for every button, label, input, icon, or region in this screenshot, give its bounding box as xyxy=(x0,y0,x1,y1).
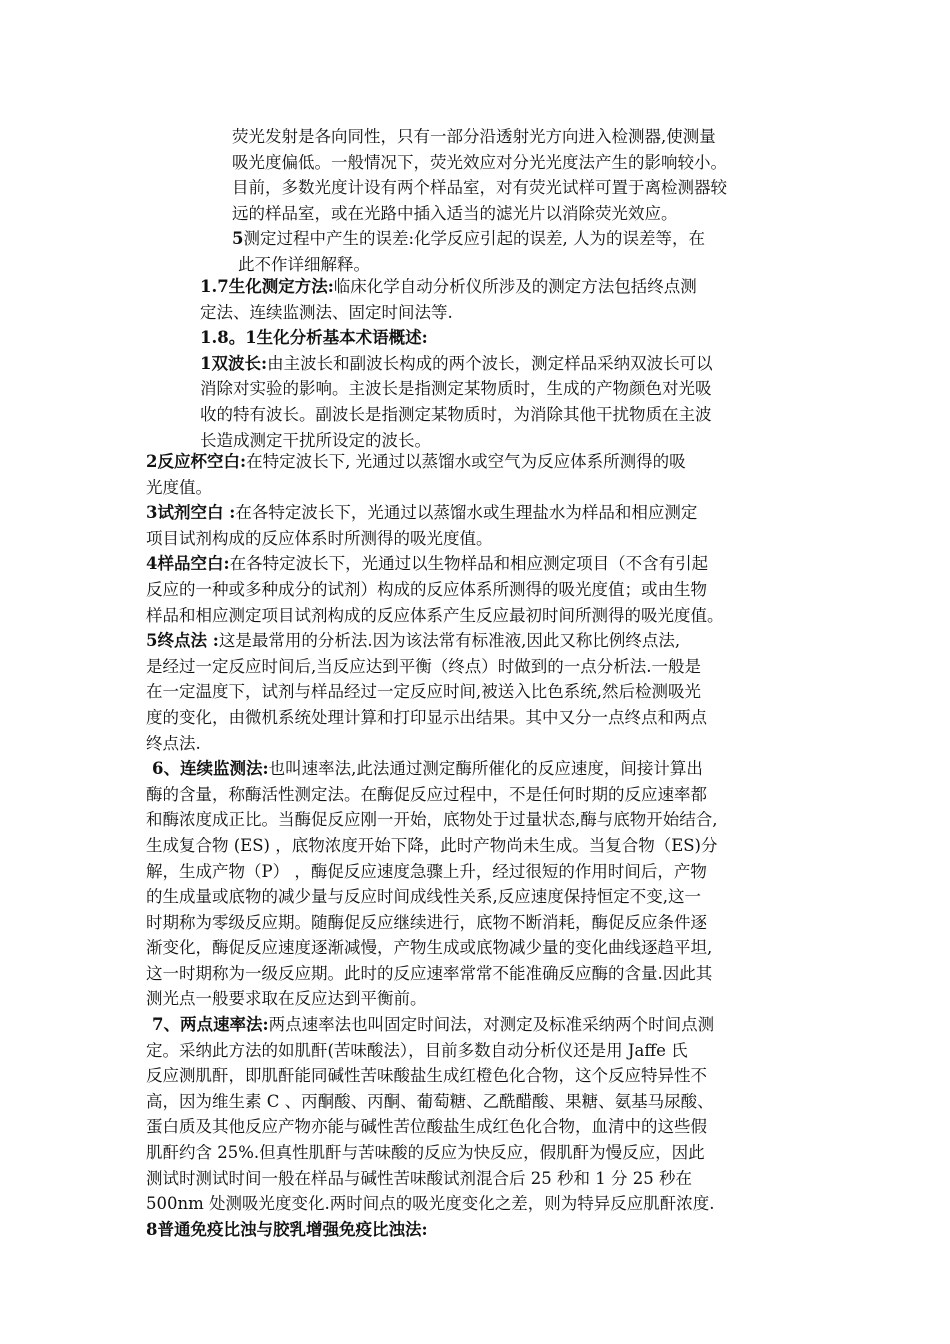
text-line: 度的变化，由微机系统处理计算和打印显示出结果。其中又分一点终点和两点 xyxy=(146,707,707,727)
term-continuous-monitoring xyxy=(146,756,826,782)
term-reagent-blank xyxy=(146,500,826,526)
text-line: 测试时测试时间一般在样品与碱性苦味酸试剂混合后 25 秒和 1 分 25 秒在 xyxy=(146,1168,692,1188)
term-endpoint-method xyxy=(146,628,826,654)
term-cuvette-blank xyxy=(146,449,826,475)
section-text: 临床化学自动分析仪所涉及的测定方法包括终点测 xyxy=(333,277,697,296)
section-1-7 xyxy=(200,274,820,300)
text-line: 荧光发射是各向同性，只有一部分沿透射光方向进入检测器,使测量 xyxy=(232,127,716,146)
text-line: 高，因为维生素 C 、丙酮酸、丙酮、葡萄糖、乙酰醋酸、果糖、氨基马尿酸、 xyxy=(146,1091,714,1111)
text-line: 500nm 处测吸光度变化.两时间点的吸光度变化之差，则为特异反应肌酐浓度. xyxy=(146,1194,715,1214)
term-label: 6、连续监测法: xyxy=(152,759,269,779)
text-line: 反应的一种或多种成分的试剂）构成的反应体系所测得的吸光度值；或由生物 xyxy=(146,579,707,599)
text-line: 样品和相应测定项目试剂构成的反应体系产生反应最初时间所测得的吸光度值。 xyxy=(146,605,724,625)
text-line: 肌酐约含 25%.但真性肌酐与苦味酸的反应为快反应，假肌酐为慢反应，因此 xyxy=(146,1143,705,1163)
term-immunoturbidimetry-heading: 8普通免疫比浊与胶乳增强免疫比浊法: xyxy=(146,1219,428,1239)
term-label: 7、两点速率法: xyxy=(152,1015,269,1035)
text-line: 此不作详细解释。 xyxy=(238,254,370,274)
text-line: 远的样品室，或在光路中插入适当的滤光片以消除荧光效应。 xyxy=(232,203,678,223)
measurement-error-item xyxy=(232,226,832,252)
section-heading: 1.7生化测定方法: xyxy=(200,277,334,296)
text-line: 定。采纳此方法的如肌酐(苦味酸法），目前多数自动分析仪还是用 Jaffe 氏 xyxy=(146,1040,688,1060)
term-dual-wavelength xyxy=(200,351,820,377)
term-label: 4样品空白: xyxy=(146,554,230,574)
text-line: 测光点一般要求取在反应达到平衡前。 xyxy=(146,989,427,1009)
terms-block xyxy=(146,449,826,1242)
term-text: 在特定波长下, 光通过以蒸馏水或空气为反应体系所测得的吸 xyxy=(246,452,686,471)
term-label: 5终点法 : xyxy=(146,631,219,651)
section-1-8-heading: 1.8。1生化分析基本术语概述: xyxy=(200,328,428,348)
text-line: 酶的含量，称酶活性测定法。在酶促反应过程中，不是任何时期的反应速率都 xyxy=(146,784,707,804)
term-text: 两点速率法也叫固定时间法，对测定及标准采纳两个时间点测 xyxy=(268,1015,715,1035)
text-line: 和酶浓度成正比。当酶促反应刚一开始，底物处于过量状态,酶与底物开始结合, xyxy=(146,810,718,830)
text-line: 消除对实验的影响。主波长是指测定某物质时，生成的产物颜色对光吸 xyxy=(200,379,712,399)
item-number: 5 xyxy=(232,229,244,249)
text-line: 这一时期称为一级反应期。此时的反应速率常常不能准确反应酶的含量.因此其 xyxy=(146,963,713,983)
term-text: 也叫速率法,此法通过测定酶所催化的反应速度，间接计算出 xyxy=(268,759,703,779)
text-line: 蛋白质及其他反应产物亦能与碱性苦位酸盐生成红色化合物，血清中的这些假 xyxy=(146,1117,707,1137)
term-two-point-rate xyxy=(146,1012,826,1038)
text-line: 吸光度偏低。一般情况下，荧光效应对分光光度法产生的影响较小。 xyxy=(232,152,727,172)
term-label: 1双波长: xyxy=(200,353,268,373)
text-line: 收的特有波长。副波长是指测定某物质时，为消除其他干扰物质在主波 xyxy=(200,404,712,424)
text-line: 生成复合物 (ES) ，底物浓度开始下降，此时产物尚未生成。当复合物（ES)分 xyxy=(146,835,718,855)
text-line: 终点法. xyxy=(146,733,201,753)
text-line: 是经过一定反应时间后,当反应达到平衡（终点）时做到的一点分析法.一般是 xyxy=(146,656,701,676)
text-line: 项目试剂构成的反应体系时所测得的吸光度值。 xyxy=(146,528,493,548)
item-text: 测定过程中产生的误差:化学反应引起的误差, 人为的误差等，在 xyxy=(243,229,706,249)
term-label: 2反应杯空白: xyxy=(146,452,247,471)
section-1-7-block xyxy=(200,274,820,453)
text-line: 定法、连续监测法、固定时间法等. xyxy=(200,302,453,322)
term-text: 在各特定波长下，光通过以生物样品和相应测定项目（不含有引起 xyxy=(229,554,709,574)
text-line: 的生成量或底物的减少量与反应时间成线性关系,反应速度保持恒定不变,这一 xyxy=(146,887,701,907)
term-text: 这是最常用的分析法.因为该法常有标准液,因此又称比例终点法, xyxy=(218,631,681,651)
text-line: 在一定温度下，试剂与样品经过一定反应时间,被送入比色系统,然后检测吸光 xyxy=(146,682,701,702)
term-label: 3试剂空白 : xyxy=(146,503,236,523)
text-line: 光度值。 xyxy=(146,477,212,497)
term-text: 在各特定波长下，光通过以蒸馏水或生理盐水为样品和相应测定 xyxy=(235,503,698,523)
term-text: 由主波长和副波长构成的两个波长，测定样品采纳双波长可以 xyxy=(267,353,713,373)
text-line: 渐变化，酶促反应速度逐渐减慢，产物生成或底物减少量的变化曲线逐趋平坦, xyxy=(146,938,713,958)
fluorescence-block xyxy=(232,124,832,278)
text-line: 目前，多数光度计设有两个样品室，对有荧光试样可置于离检测器较 xyxy=(232,178,727,198)
text-line: 长造成测定干扰所设定的波长。 xyxy=(200,430,431,450)
text-line: 解，生成产物（P） ，酶促反应速度急骤上升，经过很短的作用时间后，产物 xyxy=(146,861,707,881)
text-line: 反应测肌酐，即肌酐能同碱性苦味酸盐生成红橙色化合物，这个反应特异性不 xyxy=(146,1066,707,1086)
text-line: 时期称为零级反应期。随酶促反应继续进行，底物不断消耗，酶促反应条件逐 xyxy=(146,912,707,932)
term-sample-blank xyxy=(146,551,826,577)
